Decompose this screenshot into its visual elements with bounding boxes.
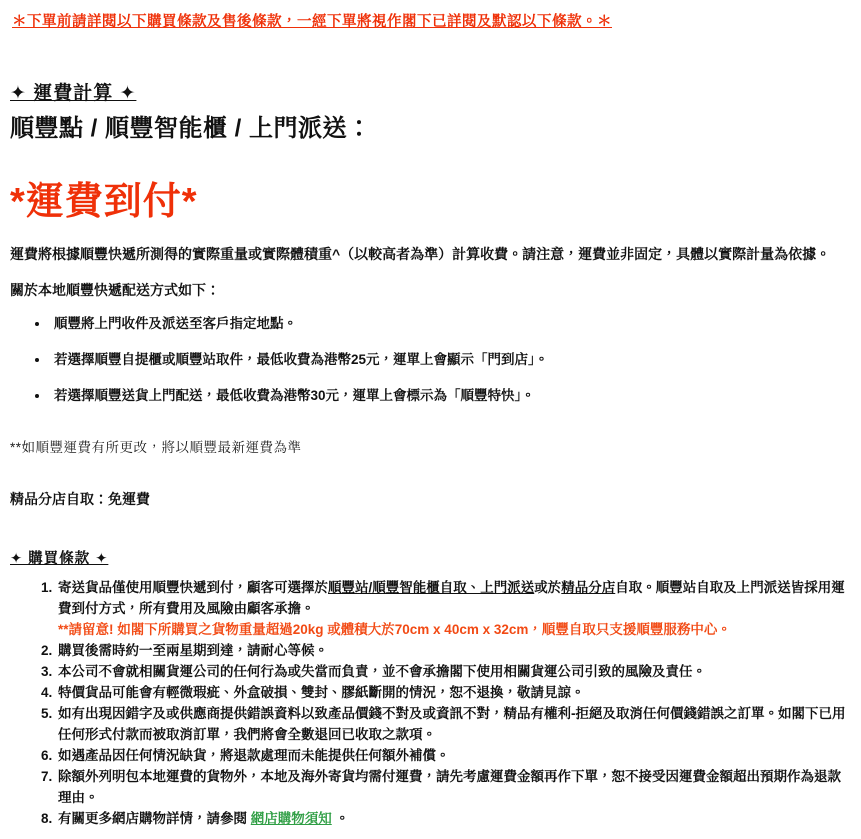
- terms-list: [10, 577, 851, 829]
- freight-collect-banner: *運費到付*: [10, 181, 198, 223]
- store-shopping-guide-link[interactable]: 網店購物須知: [250, 811, 332, 826]
- term-text: 如有出現因錯字及或供應商提供錯誤資料以致產品價錢不對及或資訊不對，精品有權利-拒絕及取消任何價錢錯誤之訂單。如閣下已用任何形式付款而被取消訂單，我們將會全數退回已收取之款項。: [58, 706, 846, 742]
- bullet-text: 順豐將上門收件及派送至客戶指定地點。: [54, 316, 297, 331]
- pre-order-notice: ＊下單前請詳閱以下購買條款及售後條款，一經下單將視作閣下已詳閱及默認以下條款。＊: [12, 14, 612, 30]
- term-text: 本公司不會就相關貨運公司的任何行為或失當而負責，並不會承擔閣下使用相關貨運公司引致的風險及責任。: [58, 664, 706, 679]
- term-text: 或於: [534, 580, 562, 595]
- term-text: 除額外列明包本地運費的貨物外，本地及海外寄貨均需付運費，請先考慮運費金額再作下單，恕不接受因運費金額超出預期作為退款理由。: [58, 769, 841, 805]
- pickup-options-underlined: 順豐站/順豐智能櫃自取、上門派送: [328, 580, 535, 595]
- bullet-text: 若選擇順豐自提櫃或順豐站取件，最低收費為港幣25元，運單上會顯示「門到店」。: [54, 352, 549, 367]
- term-item-shipping-options: [56, 577, 851, 640]
- term-text: 有關更多網店購物詳情，請參閱: [58, 811, 251, 826]
- term-item-sale-goods-condition: [56, 682, 851, 703]
- list-item-door-pickup: [50, 314, 851, 334]
- shipping-calc-heading: ✦ 運費計算 ✦: [10, 83, 137, 104]
- shipping-section: [10, 78, 851, 510]
- term-item-shipping-fee-refund: [56, 766, 851, 808]
- delivery-options-list: [10, 314, 851, 406]
- term-text: 自取。順豐站自取及上門派送皆採用運費到付方式，所有費用及風險由顧客承擔。: [58, 580, 845, 616]
- term-text: 。: [331, 811, 350, 826]
- term-item-price-error: [56, 703, 851, 745]
- bullet-text: 若選擇順豐送貨上門配送，最低收費為港幣30元，運單上會標示為「順豐特快」。: [54, 388, 535, 403]
- term-text: 如遇產品因任何情況缺貨，將退款處理而未能提供任何額外補償。: [58, 748, 450, 763]
- shipping-methods-line: 順豐點 / 順豐智能櫃 / 上門派送：: [10, 115, 372, 142]
- list-item-home-delivery: [50, 386, 851, 406]
- fee-calculation-paragraph: 運費將根據順豐快遞所測得的實際重量或實際體積重^（以較高者為準）計算收費。請注意，運費並非固定，具體以實際計量為依據。: [10, 246, 831, 262]
- fee-change-note: **如順豐運費有所更改，將以順豐最新運費為準: [10, 440, 302, 455]
- term-text: 特價貨品可能會有輕微瑕疵、外盒破損、雙封、膠紙斷開的情況，恕不退換，敬請見諒。: [58, 685, 585, 700]
- term-item-courier-liability: [56, 661, 851, 682]
- store-pickup-note: 精品分店自取：免運費: [10, 491, 150, 507]
- boutique-store-underlined: 精品分店: [561, 580, 616, 595]
- term-item-delivery-time: [56, 640, 851, 661]
- term-text: 購買後需時約一至兩星期到達，請耐心等候。: [58, 643, 328, 658]
- list-item-locker-station: [50, 350, 851, 370]
- term-item-more-info: [56, 808, 851, 829]
- delivery-methods-intro: 關於本地順豐快遞配送方式如下：: [10, 282, 220, 298]
- term-item-out-of-stock: [56, 745, 851, 766]
- term-text: 寄送貨品僅使用順豐快遞到付，顧客可選擇於: [58, 580, 328, 595]
- purchase-terms-section: [10, 547, 851, 829]
- size-weight-warning: **請留意! 如閣下所購買之貨物重量超過20kg 或體積大於70cm x 40cm x 32cm，順豐自取只支援順豐服務中心。: [58, 622, 731, 637]
- purchase-terms-heading: ✦ 購買條款 ✦: [10, 551, 109, 567]
